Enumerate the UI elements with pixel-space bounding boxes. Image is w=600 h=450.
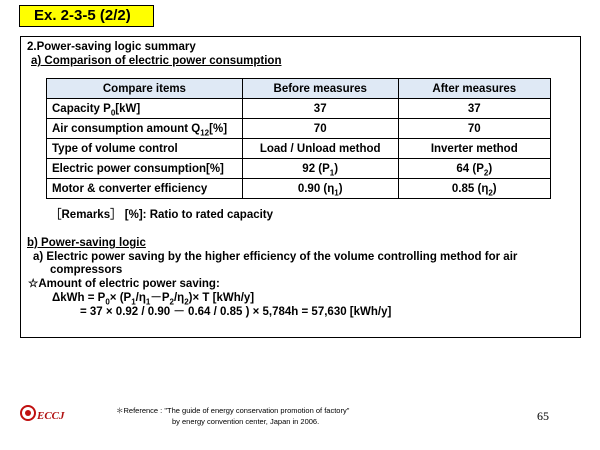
before-value: 0.90 $(\eta_1)$ <box>242 179 398 199</box>
table-row <box>47 99 551 119</box>
slide-title: Ex. 2-3-5 (2/2) <box>19 5 154 27</box>
subsection-b-heading: b) Power-saving logic <box>27 237 146 249</box>
row-label: Electric power consumption[%] <box>47 159 243 179</box>
point-a-line1: a) Electric power saving by the higher efficiency of the volume controlling method for air <box>33 251 518 263</box>
before-value: 70 <box>242 119 398 139</box>
after-value: 64 $(P_2)$ <box>398 159 550 179</box>
after-value: Inverter method <box>398 139 550 159</box>
amount-heading-line <box>28 277 220 291</box>
formula-line: $\Delta kWh = P_0\times (P_1/\eta_1-P_2/\eta_2)\times T$ [kWh/y] <box>52 292 255 307</box>
row-label: Type of volume control <box>47 139 243 159</box>
amount-heading: Amount of electric power saving: <box>38 278 220 290</box>
table-header-row <box>47 79 551 99</box>
table-row <box>47 139 551 159</box>
star-icon: ☆ <box>28 278 39 290</box>
reference-line-1: ＊Reference : "The guide of energy conservation promotion of factory" <box>116 406 350 415</box>
section-heading: 2.Power-saving logic summary <box>27 41 196 53</box>
subsection-a-heading: a) Comparison of electric power consumption <box>31 55 282 67</box>
header-cell: After measures <box>398 79 550 99</box>
before-value: 92 $(P_1)$ <box>242 159 398 179</box>
row-label: Capacity $P_0[kW]$ <box>47 99 243 119</box>
after-value: 0.85 $(\eta_2)$ <box>398 179 550 199</box>
eccj-logo-icon <box>20 405 36 421</box>
header-cell: Compare items <box>47 79 243 99</box>
before-value: Load / Unload method <box>242 139 398 159</box>
before-value: 37 <box>242 99 398 119</box>
comparison-table <box>46 78 551 199</box>
after-value: 70 <box>398 119 550 139</box>
table-row <box>47 119 551 139</box>
point-a-line2: compressors <box>50 264 123 276</box>
after-value: 37 <box>398 99 550 119</box>
row-label: Motor & converter efficiency <box>47 179 243 199</box>
table-row <box>47 179 551 199</box>
calculation-line: = 37 × 0.92 / 0.90 － 0.64 / 0.85 ) × 5,784h = 57,630 [kWh/y] <box>80 306 392 318</box>
page-number: 65 <box>537 409 549 423</box>
table-row <box>47 159 551 179</box>
header-cell: Before measures <box>242 79 398 99</box>
logo-text: ECCJ <box>37 410 65 422</box>
reference-line-2: by energy convention center, Japan in 2006. <box>172 417 320 426</box>
row-label: Air consumption amount $Q_{12}[\%]$ <box>47 119 243 139</box>
remarks-text: ［Remarks］ [%]: Ratio to rated capacity <box>50 209 274 221</box>
reference-note <box>116 405 349 427</box>
